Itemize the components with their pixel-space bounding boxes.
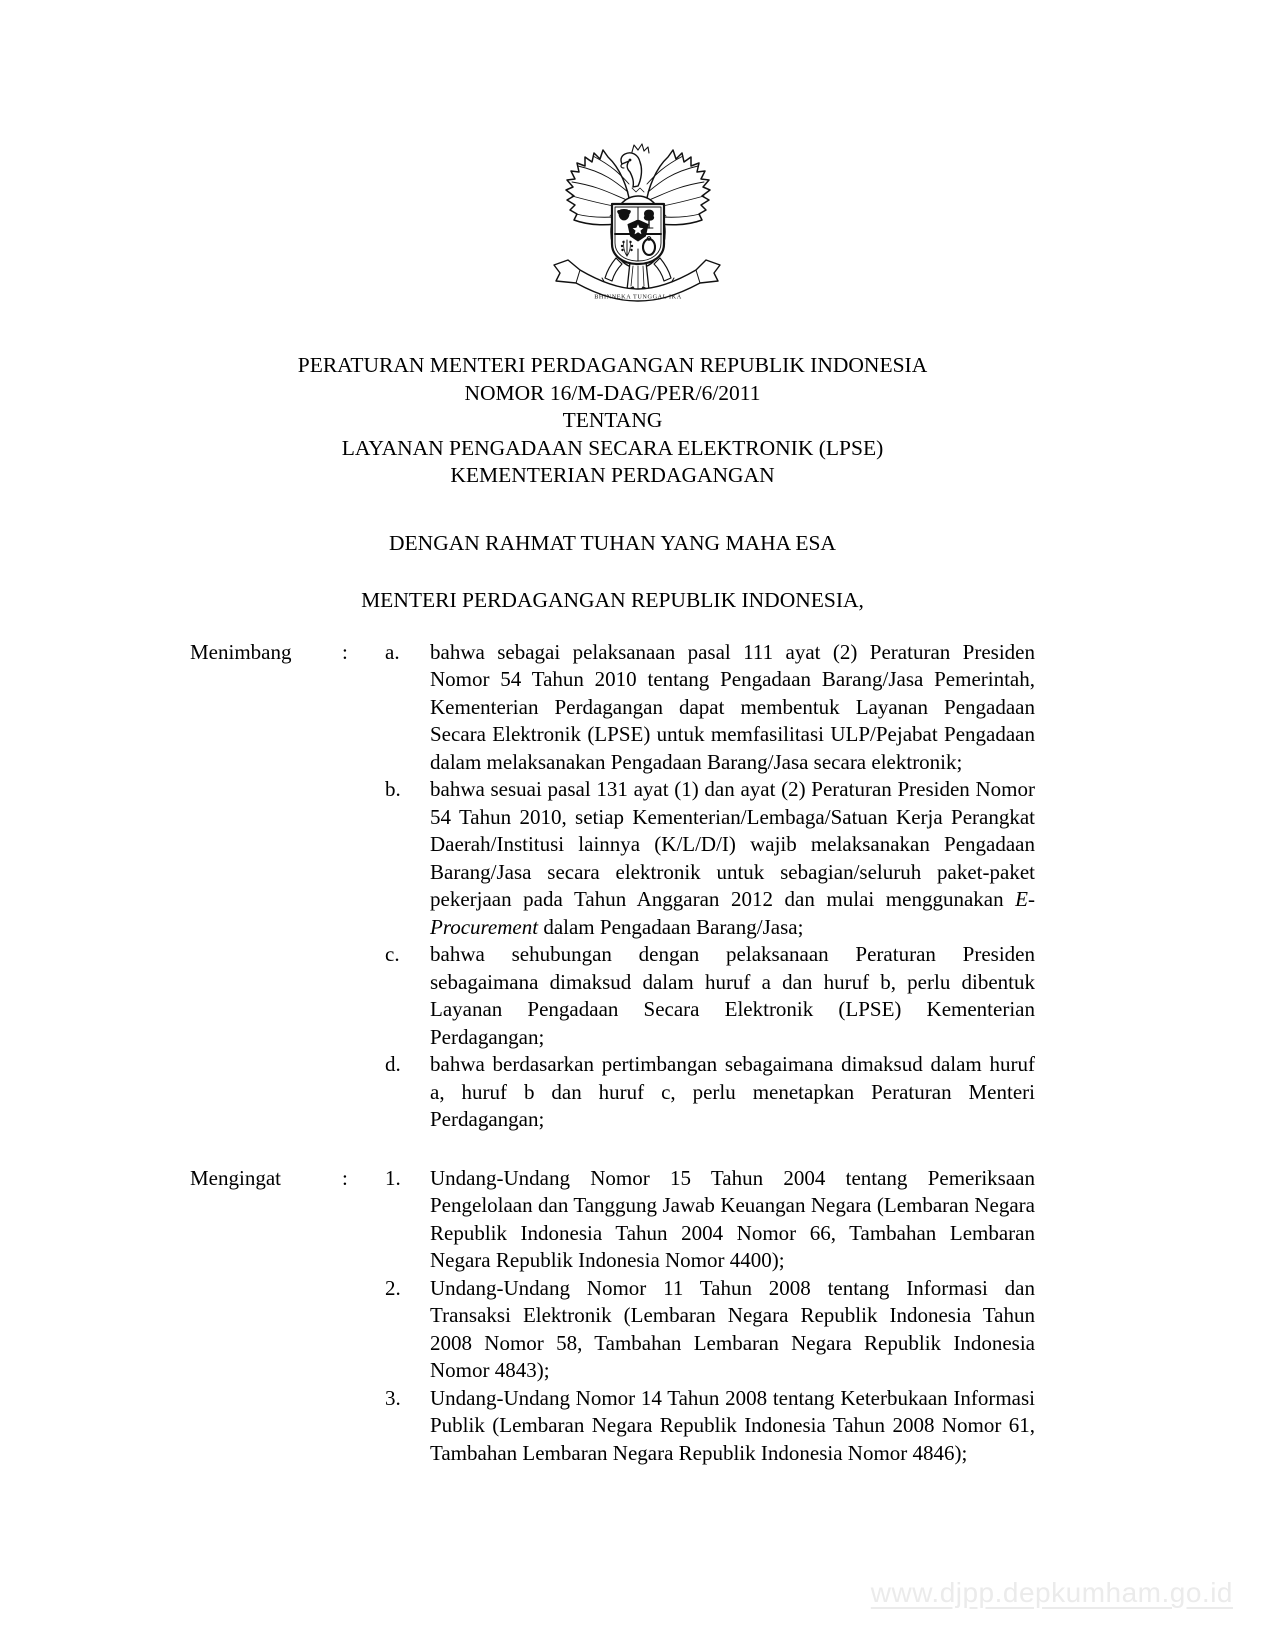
section-separator: : (342, 1165, 348, 1190)
title-line: KEMENTERIAN PERDAGANGAN (450, 463, 775, 487)
list-item (385, 941, 1035, 1051)
item-marker: a. (385, 639, 400, 664)
authority-line: MENTERI PERDAGANGAN REPUBLIK INDONESIA, (361, 588, 864, 612)
text-run: bahwa sesuai pasal 131 ayat (1) dan ayat (2) Peraturan Presiden Nomor 54 Tahun 2010, setiap Kementerian/Lembaga/Satuan Kerja Perangkat Daerah/Institusi lainnya (K/L/D/I) wajib melaksanakan Pengadaan Barang/Jasa secara elektronik untuk sebagian/seluruh paket-paket pekerjaan pada Tahun Anggaran 2012 dan mulai menggunakan (430, 777, 1035, 911)
list-item (385, 1051, 1035, 1134)
text-run: bahwa sehubungan dengan pelaksanaan Peraturan Presiden sebagaimana dimaksud dalam huruf a dan huruf b, perlu dibentuk Layanan Pengadaan Secara Elektronik (LPSE) Kementerian Perdagangan; (430, 942, 1035, 1049)
item-marker: 3. (385, 1385, 401, 1410)
invocation-line: DENGAN RAHMAT TUHAN YANG MAHA ESA (389, 530, 836, 555)
section-items (385, 1165, 1035, 1468)
text-run: Undang-Undang Nomor 11 Tahun 2008 tentang Informasi dan Transaksi Elektronik (Lembaran Negara Republik Indonesia Tahun 2008 Nomor 58, Tambahan Lembaran Negara Republik Indonesia Nomor 4843); (430, 1275, 1035, 1382)
text-run: E-Procurement (430, 887, 1035, 939)
list-item (385, 639, 1035, 777)
title-line: LAYANAN PENGADAAN SECARA ELEKTRONIK (LPSE) (341, 435, 884, 460)
item-text (430, 1165, 1035, 1275)
list-item (385, 776, 1035, 941)
item-text (430, 941, 1035, 1051)
garuda-pancasila-emblem (548, 140, 728, 306)
title-line: NOMOR 16/M-DAG/PER/6/2011 (464, 380, 761, 405)
text-run: Undang-Undang Nomor 14 Tahun 2008 tentang Keterbukaan Informasi Publik (Lembaran Negara Republik Indonesia Tahun 2008 Nomor 61, Tambahan Lembaran Negara Republik Indonesia Nomor 4846); (430, 1385, 1035, 1465)
item-marker: 1. (385, 1165, 401, 1190)
title-line: TENTANG (562, 408, 663, 432)
list-item (385, 1275, 1035, 1385)
item-text (430, 1275, 1035, 1385)
text-run: bahwa berdasarkan pertimbangan sebagaimana dimaksud dalam huruf a, huruf b dan huruf c, perlu menetapkan Peraturan Menteri Perdagangan; (430, 1052, 1035, 1131)
watermark-link: www.djpp.depkumham.go.id (870, 1577, 1233, 1608)
section-separator: : (342, 639, 348, 664)
item-marker: b. (385, 777, 401, 801)
text-run: Undang-Undang Nomor 15 Tahun 2004 tentang Pemeriksaan Pengelolaan dan Tanggung Jawab Keuangan Negara (Lembaran Negara Republik Indonesia Tahun 2004 Nomor 66, Tambahan Lembaran Negara Republik Indonesia Nomor 4400); (430, 1165, 1035, 1272)
item-marker: c. (385, 942, 400, 966)
section-label: Mengingat (190, 1165, 281, 1190)
item-marker: d. (385, 1052, 401, 1076)
document-content (190, 352, 1035, 1467)
item-text (430, 1385, 1035, 1468)
list-item (385, 1165, 1035, 1275)
item-text (430, 639, 1035, 777)
text-run: dalam Pengadaan Barang/Jasa; (538, 914, 804, 939)
title-block (190, 352, 1035, 490)
emblem-ribbon-text: BHINNEKA TUNGGAL IKA (593, 293, 682, 301)
section-menimbang (190, 639, 1035, 1134)
title-line: PERATURAN MENTERI PERDAGANGAN REPUBLIK INDONESIA (297, 353, 928, 377)
text-run: bahwa sebagai pelaksanaan pasal 111 ayat (2) Peraturan Presiden Nomor 54 Tahun 2010 tentang Pengadaan Barang/Jasa Pemerintah, Kementerian Perdagangan dapat membentuk Layanan Pengadaan Secara Elektronik (LPSE) untuk memfasilitasi ULP/Pejabat Pengadaan dalam melaksanakan Pengadaan Barang/Jasa secara elektronik; (430, 639, 1035, 774)
item-text (430, 1051, 1035, 1134)
list-item (385, 1385, 1035, 1468)
item-marker: 2. (385, 1275, 401, 1300)
section-label: Menimbang (190, 639, 292, 664)
document-body (190, 639, 1035, 1468)
item-text (430, 776, 1035, 941)
section-mengingat (190, 1165, 1035, 1468)
section-items (385, 639, 1035, 1134)
